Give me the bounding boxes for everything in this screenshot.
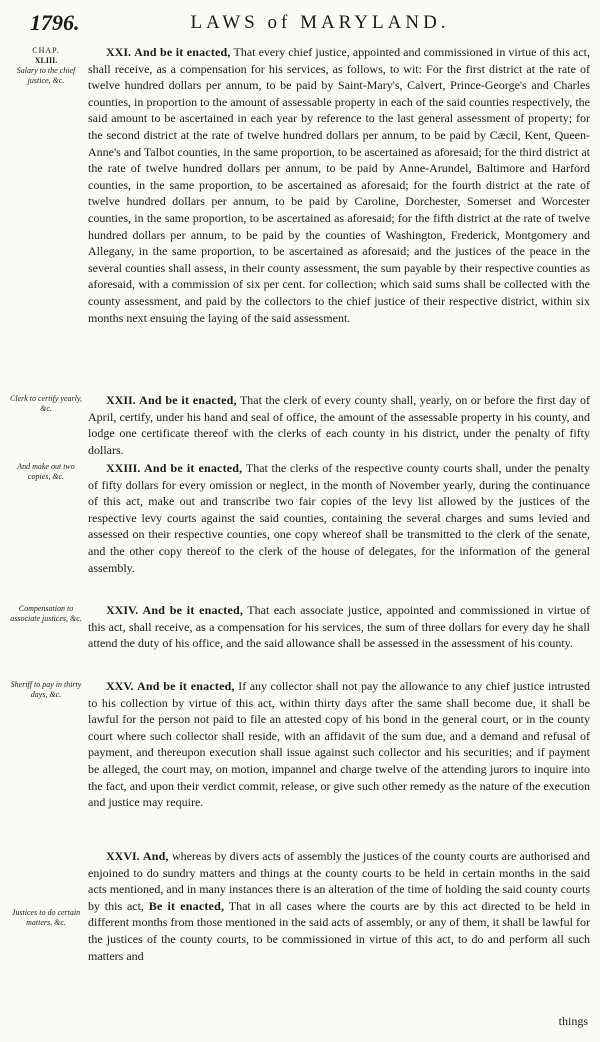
margin-note-sheriff: Sheriff to pay in thirty days, &c. — [10, 680, 82, 699]
margin-note-copies: And make out two copies, &c. — [17, 462, 75, 481]
section-number: XXII. — [106, 393, 136, 407]
margin-note-salary: Salary to the chief justice, &c. — [16, 66, 76, 85]
section-number: XXVI. — [106, 849, 140, 863]
margin-note-clerk: Clerk to certify yearly, &c. — [10, 394, 82, 413]
section-21 — [88, 44, 590, 326]
section-number: XXV. — [106, 679, 134, 693]
margin-chapter — [8, 46, 84, 86]
section-25 — [88, 678, 590, 811]
section-text-preamble: whereas by divers acts of assembly the justices of the county courts are authorised and enjoined to do sundry matters and things at the county courts to be held in certain months in the said acts mentioned, and in many instances there is an alteration of the time of holding the said county courts by this act, — [88, 849, 591, 913]
and-clause: And, — [142, 849, 169, 863]
page-header — [0, 8, 600, 38]
section-24 — [88, 602, 590, 652]
enacting-clause: Be it enacted, — [148, 898, 225, 913]
margin-note-compensation: Compensation to associate justices, &c. — [10, 604, 82, 623]
enacting-clause: And be it enacted, — [142, 603, 244, 617]
enacting-clause: And be it enacted, — [136, 679, 235, 693]
section-22 — [88, 392, 590, 458]
page-title: LAWS of MARYLAND. — [190, 12, 450, 33]
chapter-label: CHAP. — [32, 46, 60, 55]
section-23 — [88, 460, 590, 576]
section-text: That every chief justice, appointed and commissioned in virtue of this act, shall receive, as a compensation for his services, as follows, to wit: For the first district at the rate of twelve hundred dollars per annum, to be paid by Saint-Mary's, Calvert, Prince-George's and Charles counties, in proportion to the amount of assessable property in each of the said counties respectively, the said amount to be ascertained in each year by reference to the last general assessment of property; for the second district at the rate of twelve hundred dollars per annum, to be paid by Cæcil, Kent, Queen-Anne's and Talbot counties, in the same proportion, to be ascertained as aforesaid; for the third district at the rate of twelve hundred dollars per annum, to be paid by Anne-Arundel, Baltimore and Harford counties, in the same proportion, to be ascertained as aforesaid; for the fourth district at the rate of twelve hundred dollars per annum, to be paid by Caroline, Dorchester, Somerset and Worcester counties, in the same proportion, to be ascertained as aforesaid; for the fifth district at the rate of twelve hundred dollars per annum, to be paid by the counties of Washington, Frederick, Montgomery and Allegany, in the same proportion, to be ascertained as aforesaid; and the justices of the peace in the several counties shall assess, in their county assessment, the sum payable by their respective counties as aforesaid, with a commission of six per cent. for collection; which said sums shall be collected with the county assessment, and paid by the collectors to the chief justice of their respective district, within six months next ensuing the laying of the said assessment. — [88, 45, 590, 325]
section-number: XXI. — [106, 45, 132, 59]
page-year: 1796. — [30, 10, 80, 35]
section-text: That the clerk of every county shall, yearly, on or before the first day of April, certify, under his hand and seal of office, the amount of the assessable property in his county, and lodge one certificate thereof with the clerks of each county in his district, under the penalty of fifty dollars. — [88, 393, 590, 457]
section-26 — [88, 848, 590, 964]
chapter-number: XLIII. — [34, 56, 58, 65]
section-number: XXIV. — [106, 603, 139, 617]
enacting-clause: And be it enacted, — [134, 45, 231, 59]
section-text: That the clerks of the respective county courts shall, under the penalty of fifty dollars for every omission or neglect, in the month of November yearly, during the continuance of this act, make out and transcribe two fair copies of the levy list allowed by the justices of the respective levy courts against the said counties, containing the several charges and sums levied and assessed on their respective counties, one copy whereof shall be transmitted to the clerk of the senate, and the other copy thereof to the clerk of the house of delegates, for the information of the general assembly. — [88, 461, 590, 575]
section-text: That each associate justice, appointed and commissioned in virtue of this act, shall receive, as a compensation for his services, the sum of three dollars for every day he shall attend the duty of his office, and the said allowance shall be assessed in the assessment of his county. — [88, 603, 590, 651]
section-text: That in all cases where the courts are by this act directed to be held in different months from those mentioned in the said acts of assembly, or any of them, it shall be lawful for the justices of the county courts, to be commissioned in virtue of this act, to do and perform all such matters and — [88, 898, 590, 963]
catchword: things — [558, 1014, 588, 1028]
enacting-clause: And be it enacted, — [139, 393, 237, 407]
section-text: If any collector shall not pay the allowance to any chief justice intrusted to his collection by virtue of this act, within thirty days after the same shall become due, it shall be lawful for the person not paid to file an attested copy of his bond in the general court, or in the county court where such collector shall reside, with an affidavit of the sum due, and a demand and refusal of payment, and thereupon execution shall issue against such collector and his securities; and if payment be alleged, the court may, on motion, impannel and charge twelve of the attending jurors to inquire into the fact, and upon their verdict commit, release, or give such other remedy as the nature of the execution and justice may require. — [88, 679, 590, 810]
enacting-clause: And be it enacted, — [144, 461, 243, 475]
section-number: XXIII. — [106, 461, 141, 475]
margin-note-justices: Justices to do certain matters, &c. — [11, 908, 81, 927]
